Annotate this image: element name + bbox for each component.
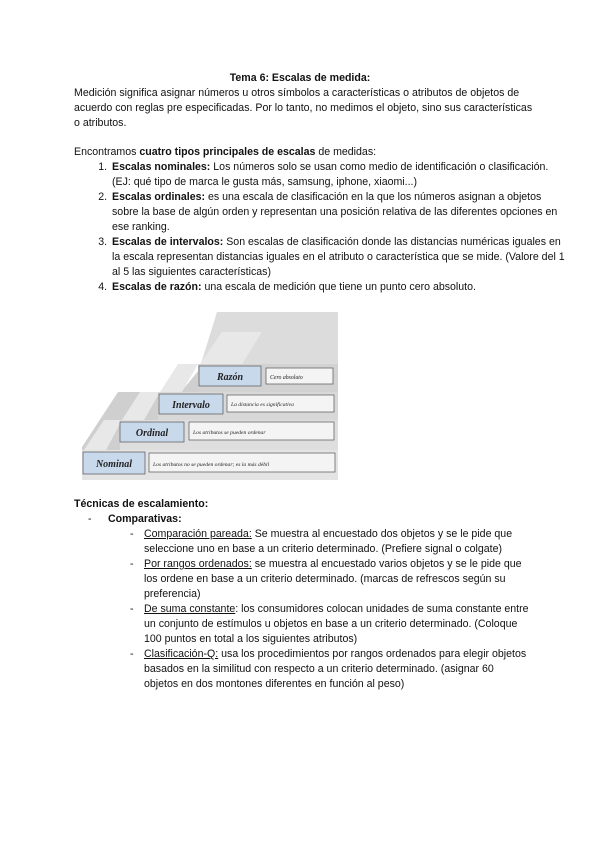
page-title: Tema 6: Escalas de medida: [229, 72, 371, 84]
step-desc-ordinal: Los atributos se pueden ordenar [193, 430, 266, 436]
step-desc-nominal: Los atributos no se pueden ordenar; es la más débil [153, 462, 270, 468]
scales-intro [74, 145, 534, 160]
technique-desc: usa los procedimientos por rangos ordenados para elegir objetos basados en la similitud con respecto a un criterio determinado. (asignar 60 objetos en dos montones diferentes en función al peso) [144, 648, 527, 690]
intro-paragraph: Medición significa asignar números u otros símbolos a características o atributos de objetos de acuerdo con reglas pre especificadas. Por lo tanto, no medimos el objeto, sino sus características o atributos. [74, 87, 533, 129]
techniques-list [130, 527, 530, 692]
scales-staircase-figure [82, 312, 340, 480]
technique-term: Comparación pareada: [144, 528, 252, 540]
technique-desc: : los consumidores colocan unidades de suma constante entre un conjunto de estímulos u objetos en base a un criterio determinado. (Coloque 100 puntos en total a los siguientes atributos) [144, 603, 529, 645]
scales-intro-pre: Encontramos [74, 146, 140, 158]
scale-type-term: Escalas ordinales: [112, 191, 206, 203]
scale-type-desc: una escala de medición que tiene un punto cero absoluto. [201, 281, 476, 293]
scale-type-desc: Son escalas de clasificación donde las distancias numéricas iguales en la escala representan distancias iguales en el atributo o característica que se mide. (Valore del 1 al 5 las siguientes características) [112, 236, 565, 278]
scale-type-term: Escalas de intervalos: [112, 236, 224, 248]
dash-bullet: - [130, 528, 134, 540]
techniques-title: Técnicas de escalamiento: [74, 498, 209, 510]
technique-desc: se muestra al encuestado varios objetos y se le pide que los ordene en base a un criterio determinado. (marcas de refrescos según su preferencia) [144, 558, 522, 600]
step-label-ordinal: Ordinal [135, 428, 169, 439]
dash-bullet: - [130, 558, 134, 570]
scales-intro-post: de medidas: [315, 146, 377, 158]
dash-bullet: - [88, 513, 92, 525]
technique-item [130, 557, 530, 602]
scale-type-item [110, 235, 568, 280]
dash-bullet: - [130, 603, 134, 615]
scale-type-desc: Los números solo se usan como medio de identificación o clasificación. (EJ: qué tipo de marca le gusta más, samsung, iphone, xiaomi...) [112, 161, 549, 188]
scale-types-list [74, 160, 568, 295]
dash-bullet: - [130, 648, 134, 660]
technique-term: De suma constante [144, 603, 236, 615]
step-label-nominal: Nominal [95, 459, 133, 470]
scales-intro-bold: cuatro tipos principales de escalas [139, 146, 316, 158]
scale-type-desc: es una escala de clasificación en la que los números asignan a objetos sobre la base de algún orden y representan una posición relativa de las diferentes opciones en ese ranking. [112, 191, 558, 233]
scale-type-item [110, 160, 568, 190]
technique-desc: Se muestra al encuestado dos objetos y se le pide que seleccione uno en base a un criterio determinado. (Prefiere signal o colgate) [144, 528, 513, 555]
technique-term: Por rangos ordenados: [144, 558, 252, 570]
technique-item [130, 602, 530, 647]
scale-type-term: Escalas nominales: [112, 161, 211, 173]
scale-type-item [110, 190, 568, 235]
step-desc-razon: Cero absoluto [270, 375, 303, 381]
scale-type-term: Escalas de razón: [112, 281, 202, 293]
technique-item [130, 527, 530, 557]
step-label-razon: Razón [216, 372, 244, 383]
comparative-label: Comparativas: [108, 513, 182, 525]
scale-type-item [110, 280, 568, 295]
technique-item [130, 647, 530, 692]
step-desc-intervalo: La distancia es significativa [231, 402, 294, 408]
step-label-intervalo: Intervalo [172, 400, 210, 411]
technique-term: Clasificación-Q: [144, 648, 219, 660]
